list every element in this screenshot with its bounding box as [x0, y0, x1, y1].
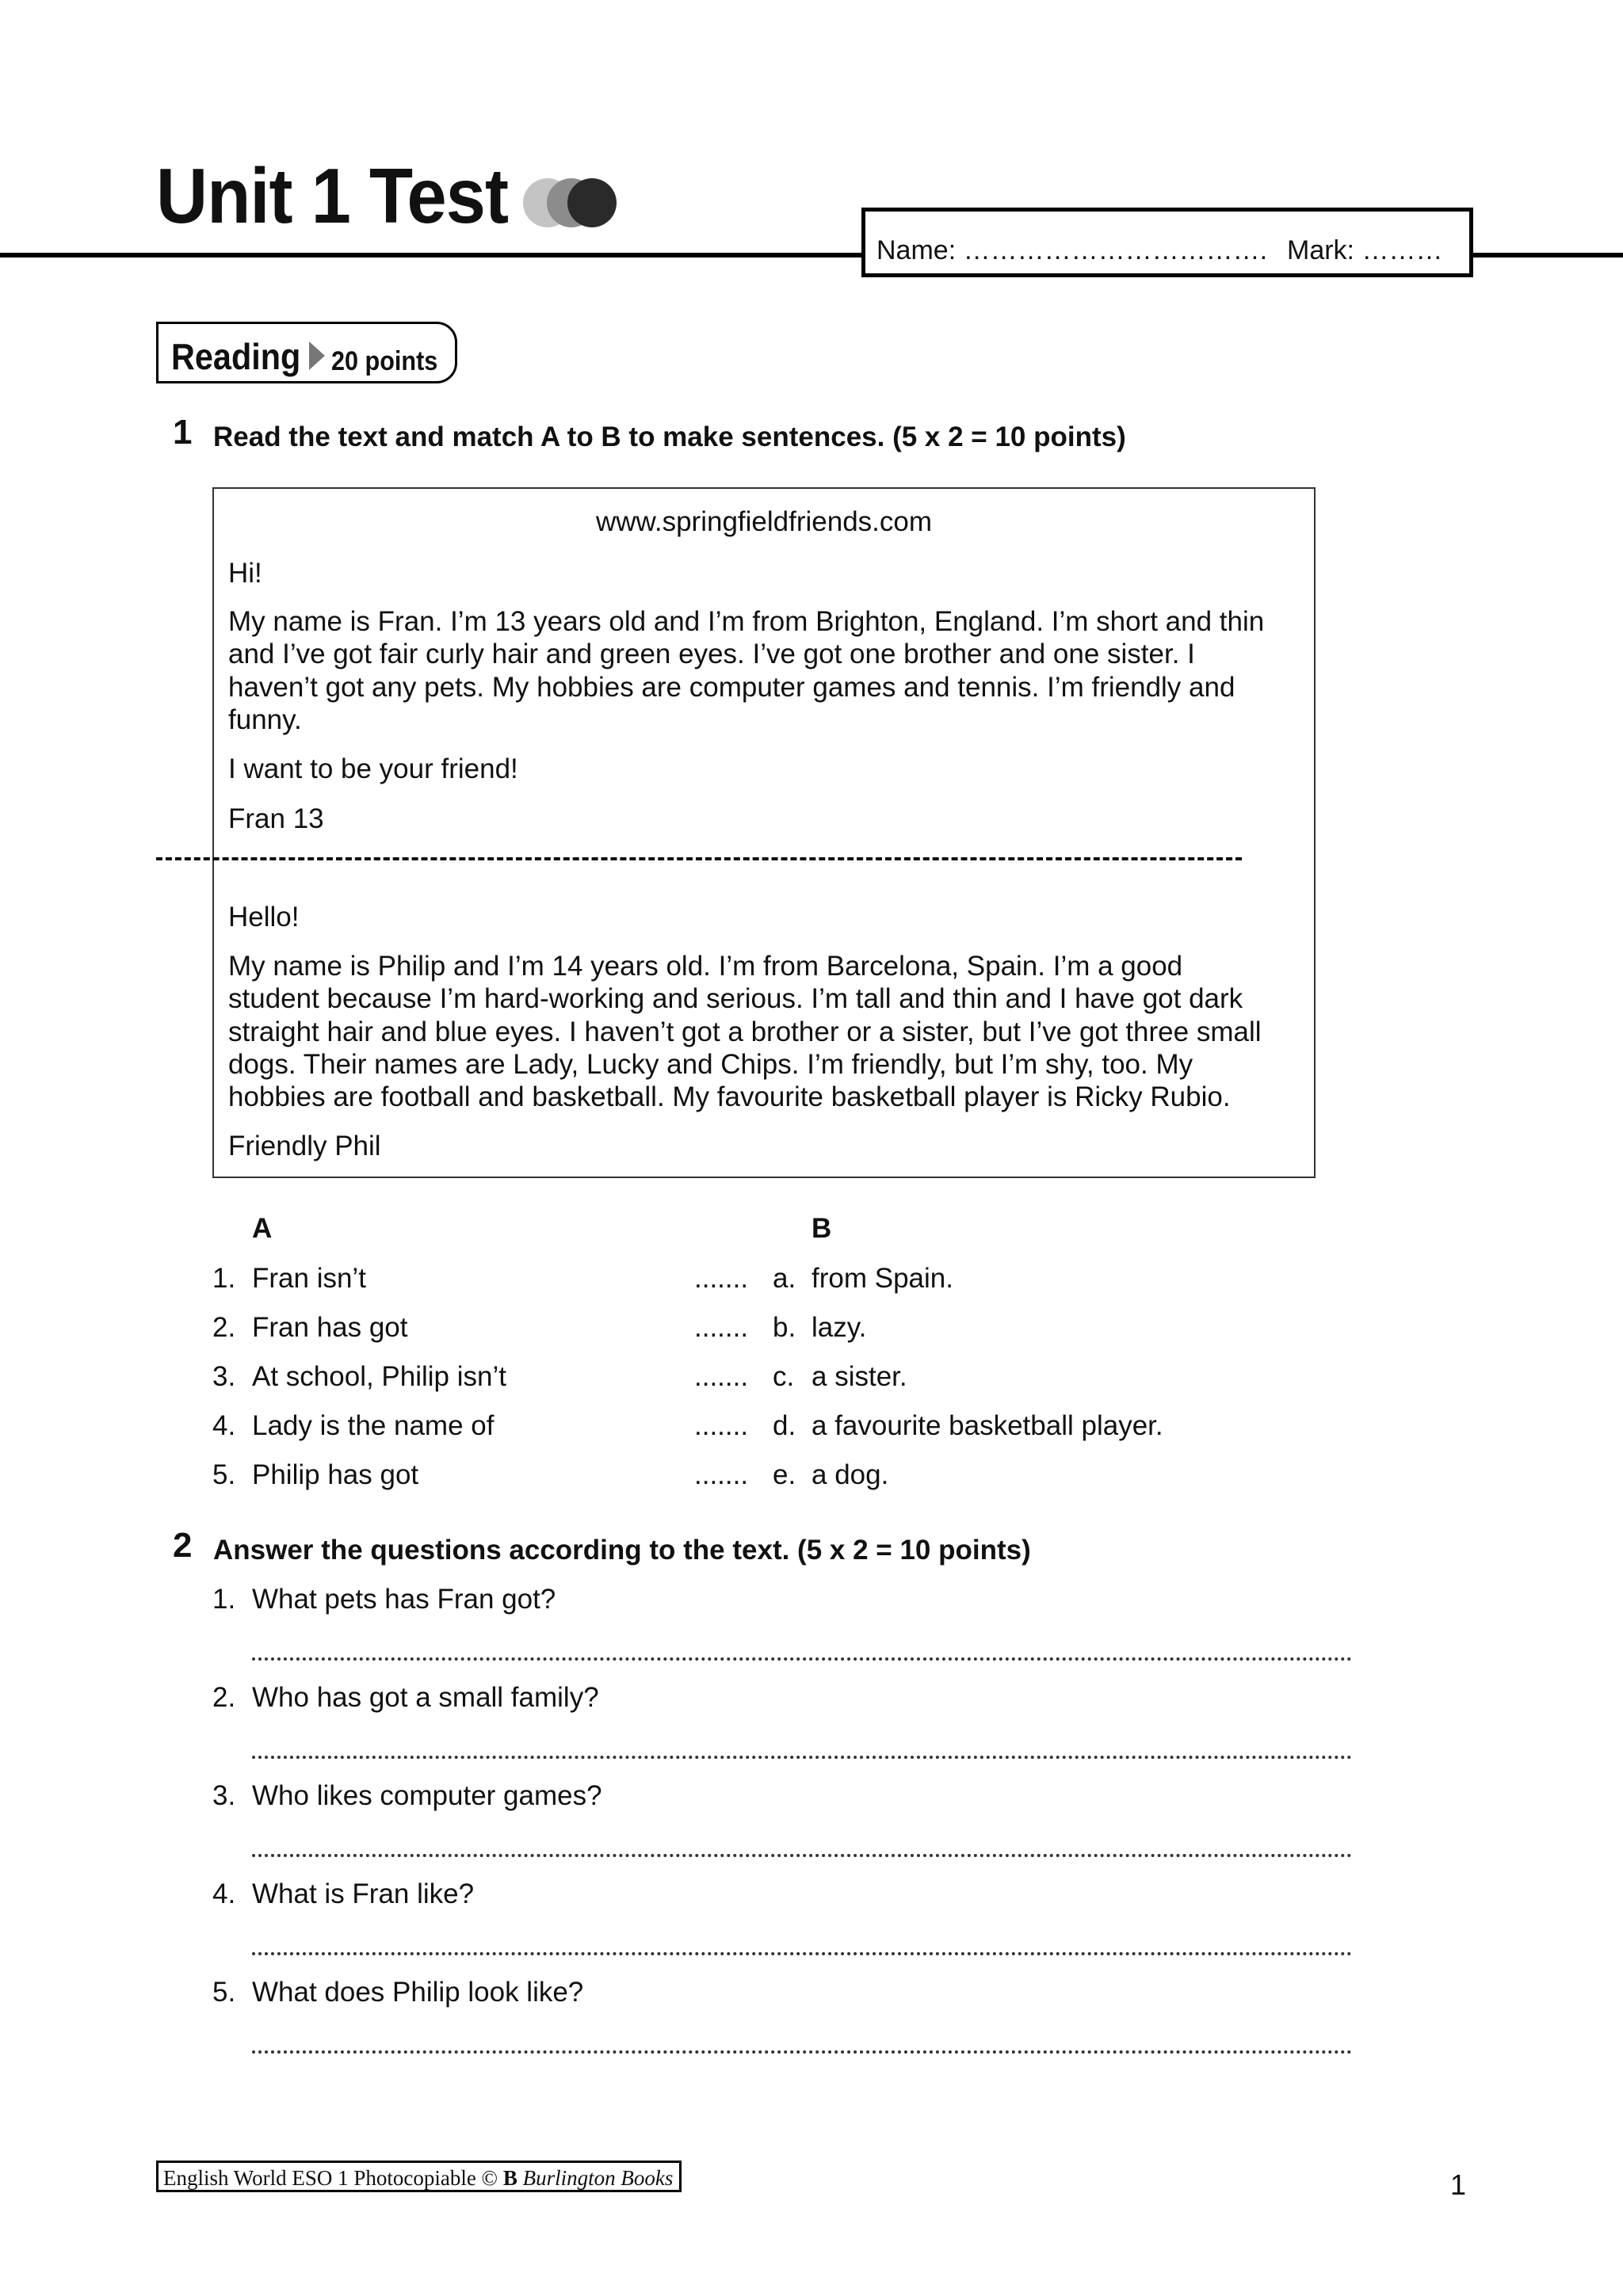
section-points: 20 points	[331, 346, 438, 376]
match-b-text: from Spain.	[812, 1263, 953, 1294]
fran-signature: Fran 13	[228, 803, 324, 834]
match-answer-blank[interactable]: .......	[694, 1312, 749, 1343]
fran-line: My name is Fran. I’m 13 years old and I’m from Brighton, England. I’m short and thin	[228, 606, 1265, 637]
match-b-text: a dog.	[812, 1459, 889, 1490]
page-title: Unit 1 Test	[156, 152, 509, 239]
match-b-letter: b.	[773, 1312, 796, 1343]
match-b-text: lazy.	[812, 1312, 867, 1343]
cut-line-divider	[156, 857, 1242, 860]
match-a-text: Fran has got	[252, 1312, 408, 1343]
answer-line[interactable]	[252, 2050, 1352, 2054]
match-a-text: Lady is the name of	[252, 1410, 495, 1441]
column-a-header: A	[252, 1213, 273, 1244]
name-field[interactable]: Name: …………………………….	[876, 235, 1268, 265]
match-number: 2.	[212, 1312, 236, 1343]
match-number: 4.	[212, 1410, 236, 1441]
philip-greeting: Hello!	[228, 902, 300, 933]
burlington-logo-icon: B	[502, 2166, 517, 2190]
match-b-letter: d.	[773, 1410, 796, 1441]
question-number: 3.	[212, 1780, 236, 1811]
arrow-right-icon	[309, 341, 325, 370]
exercise-2-instruction: Answer the questions according to the text. (5 x 2 = 10 points)	[213, 1535, 1031, 1566]
question-text: What does Philip look like?	[252, 1977, 584, 2008]
match-a-text: Philip has got	[252, 1459, 419, 1490]
philip-line: My name is Philip and I’m 14 years old. I’m from Barcelona, Spain. I’m a good	[228, 951, 1183, 982]
match-answer-blank[interactable]: .......	[694, 1410, 749, 1441]
footer-text: English World ESO 1 Photocopiable ©	[163, 2166, 503, 2190]
exercise-1-number: 1	[173, 413, 193, 452]
section-name: Reading	[171, 336, 301, 377]
fran-greeting: Hi!	[228, 558, 262, 589]
dark-circle-icon	[567, 178, 617, 227]
column-b-header: B	[812, 1213, 832, 1244]
section-tab	[156, 322, 457, 383]
publisher-name: Burlington Books	[522, 2166, 674, 2190]
fran-line: and I’ve got fair curly hair and green eyes. I’ve got one brother and one sister. I	[228, 639, 1195, 669]
match-number: 3.	[212, 1361, 236, 1392]
question-text: Who likes computer games?	[252, 1780, 602, 1811]
answer-line[interactable]	[252, 1952, 1352, 1955]
philip-signature: Friendly Phil	[228, 1131, 381, 1161]
question-number: 1.	[212, 1584, 236, 1615]
website-url: www.springfieldfriends.com	[595, 506, 933, 537]
exercise-1-instruction: Read the text and match A to B to make sentences. (5 x 2 = 10 points)	[213, 421, 1126, 452]
fran-closing: I want to be your friend!	[228, 753, 518, 784]
fran-line: funny.	[228, 704, 302, 735]
philip-line: hobbies are football and basketball. My favourite basketball player is Ricky Rubio.	[228, 1081, 1231, 1112]
match-number: 1.	[212, 1263, 236, 1294]
answer-line[interactable]	[252, 1854, 1352, 1857]
question-number: 4.	[212, 1878, 236, 1909]
match-b-text: a sister.	[812, 1361, 907, 1392]
footer-copyright	[156, 2161, 682, 2192]
answer-line[interactable]	[252, 1756, 1352, 1759]
match-b-letter: e.	[773, 1459, 796, 1490]
match-b-letter: a.	[773, 1263, 796, 1294]
question-number: 2.	[212, 1682, 236, 1713]
match-b-letter: c.	[773, 1361, 795, 1392]
mark-field[interactable]: Mark: ………	[1287, 235, 1443, 265]
exercise-2-number: 2	[173, 1526, 193, 1565]
philip-line: student because I’m hard-working and serious. I’m tall and thin and I have got dark	[228, 983, 1243, 1014]
philip-line: straight hair and blue eyes. I haven’t got a brother or a sister, but I’ve got three small	[228, 1016, 1262, 1047]
philip-line: dogs. Their names are Lady, Lucky and Chips. I’m friendly, but I’m shy, too. My	[228, 1049, 1193, 1080]
fran-line: haven’t got any pets. My hobbies are computer games and tennis. I’m friendly and	[228, 672, 1235, 703]
circles-logo-icon	[523, 178, 626, 231]
match-answer-blank[interactable]: .......	[694, 1459, 749, 1490]
answer-line[interactable]	[252, 1657, 1352, 1661]
name-mark-box	[861, 208, 1473, 277]
match-a-text: At school, Philip isn’t	[252, 1361, 506, 1392]
question-text: Who has got a small family?	[252, 1682, 599, 1713]
match-number: 5.	[212, 1459, 236, 1490]
match-a-text: Fran isn’t	[252, 1263, 366, 1294]
match-answer-blank[interactable]: .......	[694, 1263, 749, 1294]
match-answer-blank[interactable]: .......	[694, 1361, 749, 1392]
question-text: What pets has Fran got?	[252, 1584, 556, 1615]
question-number: 5.	[212, 1977, 236, 2008]
match-b-text: a favourite basketball player.	[812, 1410, 1163, 1441]
question-text: What is Fran like?	[252, 1878, 475, 1909]
reading-text-box	[212, 487, 1316, 1178]
page-number: 1	[1450, 2168, 1467, 2201]
